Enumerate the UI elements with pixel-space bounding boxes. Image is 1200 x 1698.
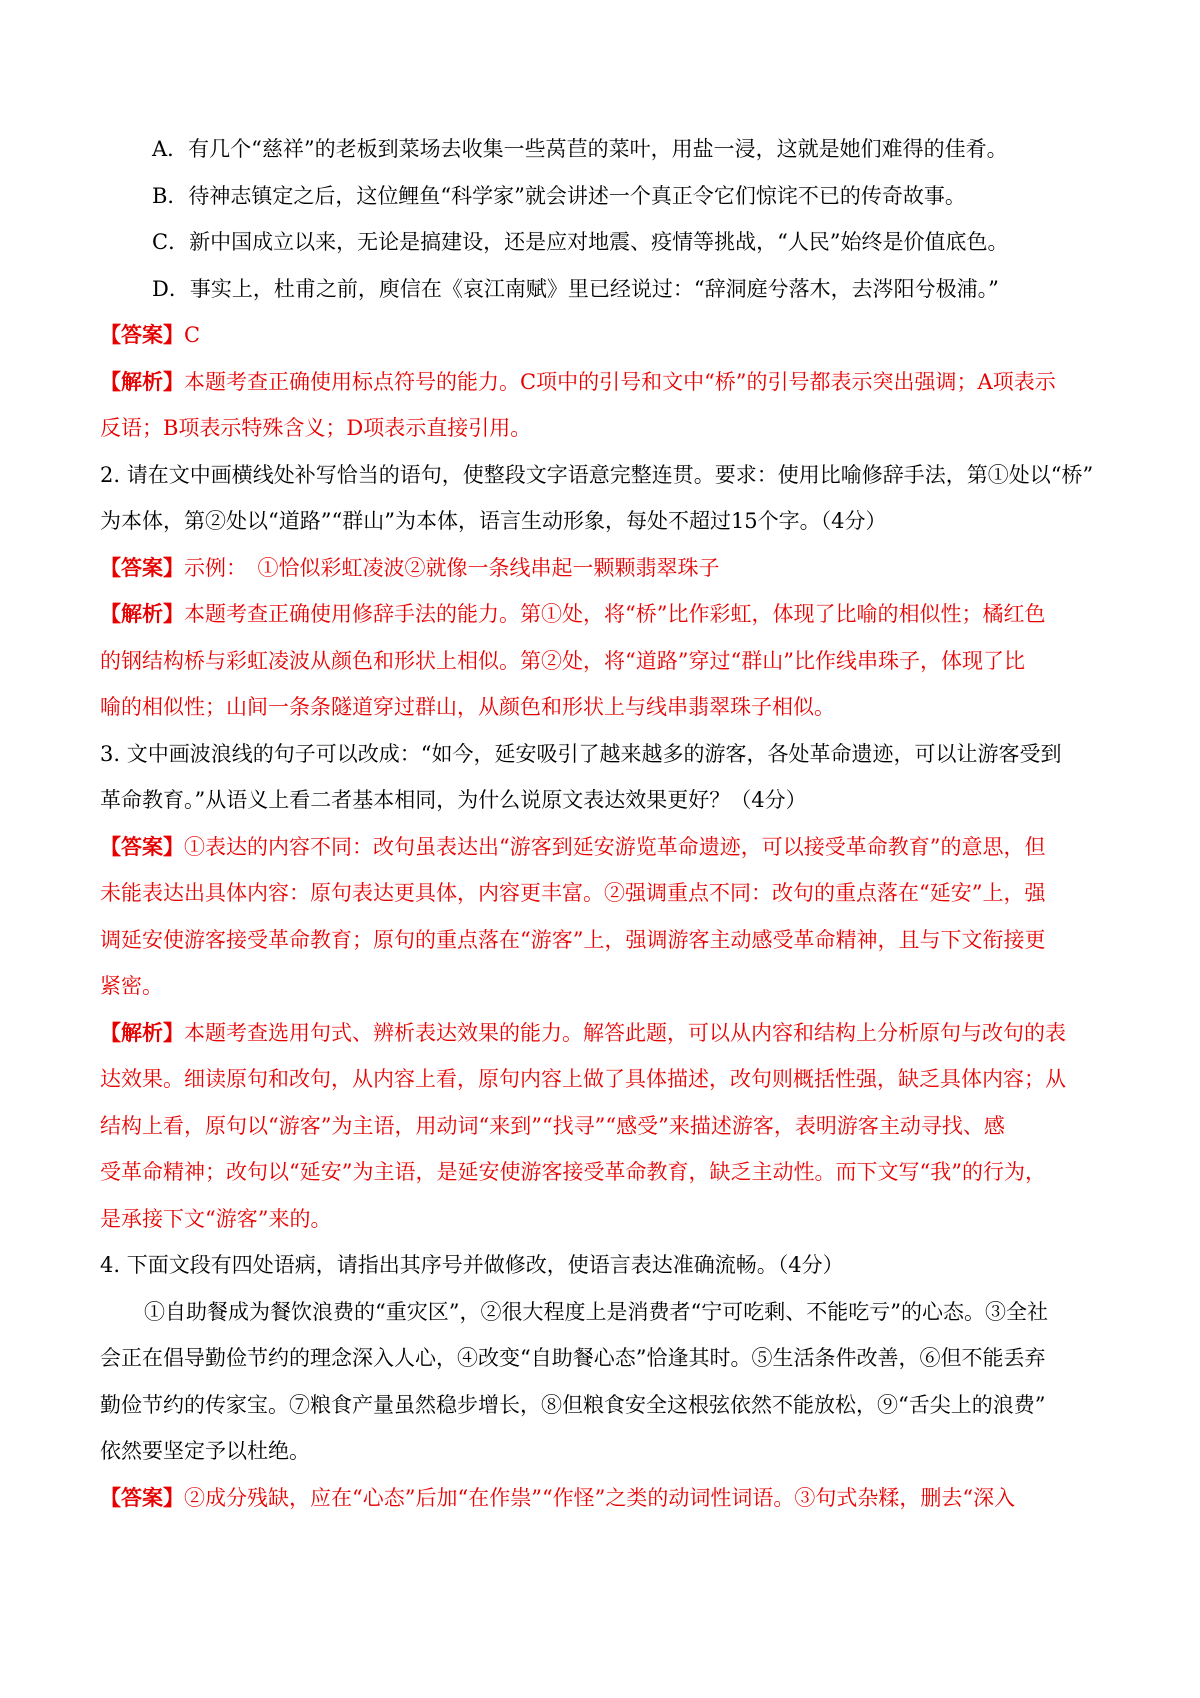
option-c: C．新中国成立以来，无论是搞建设，还是应对地震、疫情等挑战，“人民”始终是价值底色。	[152, 230, 1009, 254]
q2-analysis-line: 喻的相似性；山间一条条隧道穿过群山，从颜色和形状上与线串翡翠珠子相似。	[100, 695, 835, 719]
q4-answer	[100, 1475, 1100, 1522]
answer-label: 【答案】	[100, 322, 184, 347]
q4-passage-line: ①自助餐成为餐饮浪费的“重灾区”，②很大程度上是消费者“宁可吃剩、不能吃亏”的心态。③全社	[144, 1299, 1048, 1324]
q1-answer-text: C	[184, 323, 201, 347]
q4-answer-text: ②成分残缺，应在“心态”后加“在作祟”“作怪”之类的动词性词语。③句式杂糅，删去“深入	[184, 1485, 1016, 1510]
q2-answer	[100, 545, 1100, 592]
q2-answer-text: 示例： ①恰似彩虹凌波②就像一条线串起一颗颗翡翠珠子	[184, 555, 720, 580]
q2-question-line: 2. 请在文中画横线处补写恰当的语句，使整段文字语意完整连贯。要求：使用比喻修辞手法，第①处以“桥”	[100, 462, 1094, 487]
q3-analysis-line: 本题考查选用句式、辨析表达效果的能力。解答此题，可以从内容和结构上分析原句与改句的表	[184, 1020, 1066, 1045]
q3-analysis-line: 达效果。细读原句和改句，从内容上看，原句内容上做了具体描述，改句则概括性强，缺乏具体内容；从	[100, 1067, 1066, 1091]
q3-question-line: 3. 文中画波浪线的句子可以改成：“如今，延安吸引了越来越多的游客，各处革命遗迹，可以让游客受到	[100, 741, 1062, 766]
analysis-label: 【解析】	[100, 1019, 184, 1045]
q3-question-line: 革命教育。”从语义上看二者基本相同，为什么说原文表达效果更好？（4分）	[100, 788, 807, 812]
q4-passage-line: 勤俭节约的传家宝。⑦粮食产量虽然稳步增长，⑧但粮食安全这根弦依然不能放松，⑨“舌尖上的浪费”	[100, 1392, 1046, 1417]
answer-label: 【答案】	[100, 1484, 184, 1510]
q1-analysis-line: 反语；B项表示特殊含义；D项表示直接引用。	[100, 416, 532, 440]
q4-question: 4. 下面文段有四处语病，请指出其序号并做修改，使语言表达准确流畅。（4分）	[100, 1253, 844, 1277]
q4-passage-line: 依然要坚定予以杜绝。	[100, 1439, 310, 1463]
answer-label: 【答案】	[100, 554, 184, 580]
option-a: A．有几个“慈祥”的老板到菜场去收集一些莴苣的菜叶，用盐一浸，这就是她们难得的佳肴。	[152, 137, 1008, 161]
answer-label: 【答案】	[100, 833, 184, 859]
q3-answer	[100, 824, 1100, 871]
q3-analysis-line: 结构上看，原句以“游客”为主语，用动词“来到”“找寻”“感受”来描述游客，表明游客主动寻找、感	[100, 1113, 1005, 1138]
q3-analysis-line: 是承接下文“游客”来的。	[100, 1206, 332, 1231]
q3-analysis-line: 受革命精神；改句以“延安”为主语，是延安使游客接受革命教育，缺乏主动性。而下文写“我”的行为，	[100, 1160, 1046, 1184]
q3-answer-line: 调延安使游客接受革命教育；原句的重点落在“游客”上，强调游客主动感受革命精神，且与下文衔接更	[100, 927, 1046, 952]
q2-analysis-line: 的钢结构桥与彩虹凌波从颜色和形状上相似。第②处，将“道路”穿过“群山”比作线串珠子，体现了比	[100, 648, 1025, 673]
q1-answer	[100, 312, 1100, 359]
analysis-label: 【解析】	[100, 368, 184, 394]
q3-answer-line: 未能表达出具体内容：原句表达更具体，内容更丰富。②强调重点不同：改句的重点落在“延安”上，强	[100, 881, 1046, 905]
analysis-label: 【解析】	[100, 601, 184, 626]
q2-analysis-line: 本题考查正确使用修辞手法的能力。第①处，将“桥”比作彩虹，体现了比喻的相似性；橘红色	[184, 602, 1046, 626]
q1-analysis-line: 本题考查正确使用标点符号的能力。C项中的引号和文中“桥”的引号都表示突出强调；A项表示	[184, 369, 1056, 394]
q3-answer-line: 紧密。	[100, 974, 163, 998]
q1-analysis	[100, 359, 1100, 406]
q2-analysis	[100, 591, 1100, 638]
q3-answer-line: ①表达的内容不同：改句虽表达出“游客到延安游览革命遗迹，可以接受革命教育”的意思，但	[184, 834, 1046, 859]
option-b: B．待神志镇定之后，这位鲤鱼“科学家”就会讲述一个真正令它们惊诧不已的传奇故事。	[152, 183, 966, 208]
document-page	[100, 126, 1100, 1521]
q4-passage-line: 会正在倡导勤俭节约的理念深入人心，④改变“自助餐心态”恰逢其时。⑤生活条件改善，⑥但不能丢弃	[100, 1346, 1046, 1370]
q3-analysis	[100, 1010, 1100, 1057]
q2-question-line: 为本体，第②处以“道路”“群山”为本体，语言生动形象，每处不超过15个字。（4分）	[100, 509, 887, 533]
option-d: D．事实上，杜甫之前，庾信在《哀江南赋》里已经说过：“辞洞庭兮落木，去涔阳兮极浦。”	[152, 276, 999, 301]
